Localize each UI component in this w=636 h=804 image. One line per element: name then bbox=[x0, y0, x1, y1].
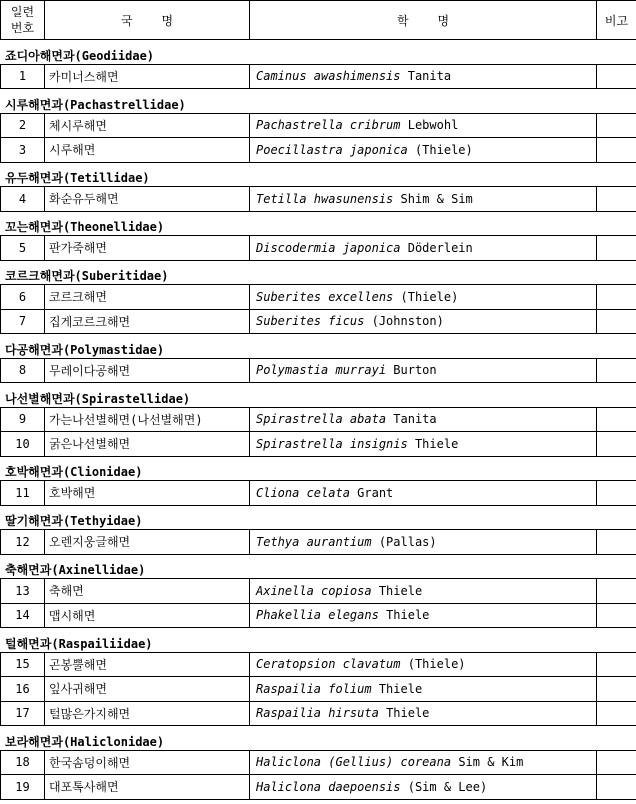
remark bbox=[597, 358, 636, 383]
family-row bbox=[1, 162, 636, 187]
serial-number: 11 bbox=[1, 481, 45, 506]
family-row bbox=[1, 726, 636, 751]
scientific-name bbox=[250, 187, 597, 212]
family-name: 나선별해면과(Spirastellidae) bbox=[1, 383, 636, 408]
table-row bbox=[1, 113, 636, 138]
binomial-name: Spirastrella abata bbox=[256, 412, 387, 427]
scientific-name bbox=[250, 64, 597, 89]
serial-number: 13 bbox=[1, 579, 45, 604]
family-name: 축해면과(Axinellidae) bbox=[1, 554, 636, 579]
remark bbox=[597, 138, 636, 163]
serial-number: 15 bbox=[1, 652, 45, 677]
serial-number: 3 bbox=[1, 138, 45, 163]
remark bbox=[597, 579, 636, 604]
serial-number: 19 bbox=[1, 775, 45, 800]
scientific-name bbox=[250, 432, 597, 457]
author-name: Grant bbox=[357, 485, 394, 500]
scientific-name bbox=[250, 775, 597, 800]
serial-number: 9 bbox=[1, 407, 45, 432]
author-name: (Thiele) bbox=[400, 289, 459, 304]
family-row bbox=[1, 554, 636, 579]
header-remark: 비고 bbox=[597, 1, 636, 40]
scientific-name bbox=[250, 701, 597, 726]
korean-name: 무레이다공해면 bbox=[45, 358, 250, 383]
family-name: 죠디아해면과(Geodiidae) bbox=[1, 40, 636, 65]
table-row bbox=[1, 358, 636, 383]
family-row bbox=[1, 40, 636, 65]
remark bbox=[597, 775, 636, 800]
header-scientific-name: 학 명 bbox=[250, 1, 597, 40]
family-row bbox=[1, 505, 636, 530]
author-name: Lebwohl bbox=[407, 118, 459, 133]
korean-name: 가는나선별해면(나선별해면) bbox=[45, 407, 250, 432]
binomial-name: Raspailia hirsuta bbox=[256, 706, 379, 721]
korean-name: 시루해면 bbox=[45, 138, 250, 163]
remark bbox=[597, 187, 636, 212]
table-row bbox=[1, 138, 636, 163]
table-row bbox=[1, 481, 636, 506]
table-row bbox=[1, 750, 636, 775]
remark bbox=[597, 701, 636, 726]
author-name: Burton bbox=[393, 363, 437, 378]
table-row bbox=[1, 285, 636, 310]
family-name: 다공해면과(Polymastidae) bbox=[1, 334, 636, 359]
table-row bbox=[1, 530, 636, 555]
binomial-name: Caminus awashimensis bbox=[256, 69, 401, 84]
remark bbox=[597, 64, 636, 89]
binomial-name: Tetilla hwasunensis bbox=[256, 191, 394, 206]
remark bbox=[597, 113, 636, 138]
author-name: Thiele bbox=[378, 681, 423, 696]
family-row bbox=[1, 628, 636, 653]
family-name: 호박해면과(Clionidae) bbox=[1, 456, 636, 481]
binomial-name: Pachastrella cribrum bbox=[256, 118, 401, 133]
korean-name: 대포톡사해면 bbox=[45, 775, 250, 800]
author-name: (Sim & Lee) bbox=[407, 779, 488, 794]
binomial-name: Suberites excellens bbox=[256, 289, 394, 304]
serial-number: 17 bbox=[1, 701, 45, 726]
remark bbox=[597, 432, 636, 457]
header-row bbox=[1, 1, 636, 40]
author-name: (Thiele) bbox=[407, 657, 466, 672]
remark bbox=[597, 236, 636, 261]
binomial-name: Tethya aurantium bbox=[256, 534, 372, 549]
korean-name: 화순유두해면 bbox=[45, 187, 250, 212]
author-name: Tanita bbox=[393, 412, 437, 427]
family-name: 유두해면과(Tetillidae) bbox=[1, 162, 636, 187]
korean-name: 축해면 bbox=[45, 579, 250, 604]
remark bbox=[597, 677, 636, 702]
remark bbox=[597, 481, 636, 506]
table-row bbox=[1, 64, 636, 89]
family-row bbox=[1, 211, 636, 236]
scientific-name bbox=[250, 138, 597, 163]
author-name: Thiele bbox=[386, 706, 430, 721]
serial-number: 2 bbox=[1, 113, 45, 138]
serial-number: 12 bbox=[1, 530, 45, 555]
author-name: Döderlein bbox=[407, 240, 473, 255]
remark bbox=[597, 285, 636, 310]
scientific-name bbox=[250, 407, 597, 432]
binomial-name: Polymastia murrayi bbox=[256, 363, 387, 378]
binomial-name: Suberites ficus bbox=[256, 314, 365, 329]
table-row bbox=[1, 187, 636, 212]
scientific-name bbox=[250, 481, 597, 506]
remark bbox=[597, 309, 636, 334]
header-serial-number bbox=[1, 1, 45, 40]
family-name: 보라해면과(Haliclonidae) bbox=[1, 726, 636, 751]
author-name: Sim & Kim bbox=[458, 755, 524, 770]
korean-name: 굵은나선별해면 bbox=[45, 432, 250, 457]
serial-number: 1 bbox=[1, 64, 45, 89]
korean-name: 판가죽해면 bbox=[45, 236, 250, 261]
table-row bbox=[1, 407, 636, 432]
serial-number: 6 bbox=[1, 285, 45, 310]
author-name: Thiele bbox=[378, 583, 423, 598]
family-name: 시루해면과(Pachastrellidae) bbox=[1, 89, 636, 114]
remark bbox=[597, 750, 636, 775]
binomial-name: Spirastrella insignis bbox=[256, 436, 408, 451]
korean-name: 코르크해면 bbox=[45, 285, 250, 310]
serial-number: 18 bbox=[1, 750, 45, 775]
binomial-name: Haliclona (Gellius) coreana bbox=[256, 755, 452, 770]
korean-name: 카미너스해면 bbox=[45, 64, 250, 89]
scientific-name bbox=[250, 652, 597, 677]
serial-number: 14 bbox=[1, 603, 45, 628]
korean-name: 곤봉뿔해면 bbox=[45, 652, 250, 677]
korean-name: 호박해면 bbox=[45, 481, 250, 506]
author-name: Thiele bbox=[414, 436, 459, 451]
table-body bbox=[1, 40, 636, 800]
family-row bbox=[1, 456, 636, 481]
scientific-name bbox=[250, 309, 597, 334]
binomial-name: Cliona celata bbox=[256, 485, 350, 500]
family-row bbox=[1, 334, 636, 359]
korean-name: 오렌지웅글해면 bbox=[45, 530, 250, 555]
binomial-name: Phakellia elegans bbox=[256, 608, 379, 623]
scientific-name bbox=[250, 358, 597, 383]
scientific-name bbox=[250, 285, 597, 310]
serial-number: 10 bbox=[1, 432, 45, 457]
korean-name: 한국솜덩이해면 bbox=[45, 750, 250, 775]
serial-number: 4 bbox=[1, 187, 45, 212]
remark bbox=[597, 407, 636, 432]
binomial-name: Haliclona daepoensis bbox=[256, 779, 401, 794]
family-name: 코르크해면과(Suberitidae) bbox=[1, 260, 636, 285]
family-row bbox=[1, 89, 636, 114]
author-name: (Johnston) bbox=[371, 314, 444, 329]
table-row bbox=[1, 701, 636, 726]
binomial-name: Discodermia japonica bbox=[256, 240, 401, 255]
korean-name: 집게코르크해면 bbox=[45, 309, 250, 334]
author-name: Tanita bbox=[407, 69, 452, 84]
author-name: (Pallas) bbox=[378, 534, 437, 549]
binomial-name: Poecillastra japonica bbox=[256, 142, 408, 157]
remark bbox=[597, 530, 636, 555]
author-name: Thiele bbox=[386, 608, 430, 623]
table-row bbox=[1, 677, 636, 702]
korean-name: 체시루해면 bbox=[45, 113, 250, 138]
korean-name: 털많은가지해면 bbox=[45, 701, 250, 726]
korean-name: 잎사귀해면 bbox=[45, 677, 250, 702]
author-name: Shim & Sim bbox=[400, 191, 473, 206]
scientific-name bbox=[250, 750, 597, 775]
table-row bbox=[1, 432, 636, 457]
scientific-name bbox=[250, 579, 597, 604]
scientific-name bbox=[250, 113, 597, 138]
family-row bbox=[1, 383, 636, 408]
binomial-name: Ceratopsion clavatum bbox=[256, 657, 401, 672]
scientific-name bbox=[250, 677, 597, 702]
remark bbox=[597, 603, 636, 628]
table-row bbox=[1, 603, 636, 628]
table-row bbox=[1, 236, 636, 261]
scientific-name bbox=[250, 236, 597, 261]
binomial-name: Axinella copiosa bbox=[256, 583, 372, 598]
author-name: (Thiele) bbox=[414, 142, 473, 157]
table-row bbox=[1, 309, 636, 334]
header-serial-line1: 일련 bbox=[10, 5, 35, 19]
family-name: 꼬는해면과(Theonellidae) bbox=[1, 211, 636, 236]
scientific-name bbox=[250, 530, 597, 555]
table-row bbox=[1, 775, 636, 800]
korean-name: 맵시해면 bbox=[45, 603, 250, 628]
serial-number: 16 bbox=[1, 677, 45, 702]
family-name: 딸기해면과(Tethyidae) bbox=[1, 505, 636, 530]
header-korean-name: 국 명 bbox=[45, 1, 250, 40]
serial-number: 8 bbox=[1, 358, 45, 383]
table-row bbox=[1, 652, 636, 677]
scientific-name bbox=[250, 603, 597, 628]
header-serial-line2: 번호 bbox=[10, 21, 35, 35]
table-row bbox=[1, 579, 636, 604]
serial-number: 7 bbox=[1, 309, 45, 334]
serial-number: 5 bbox=[1, 236, 45, 261]
remark bbox=[597, 652, 636, 677]
family-row bbox=[1, 260, 636, 285]
binomial-name: Raspailia folium bbox=[256, 681, 372, 696]
family-name: 털해면과(Raspailiidae) bbox=[1, 628, 636, 653]
